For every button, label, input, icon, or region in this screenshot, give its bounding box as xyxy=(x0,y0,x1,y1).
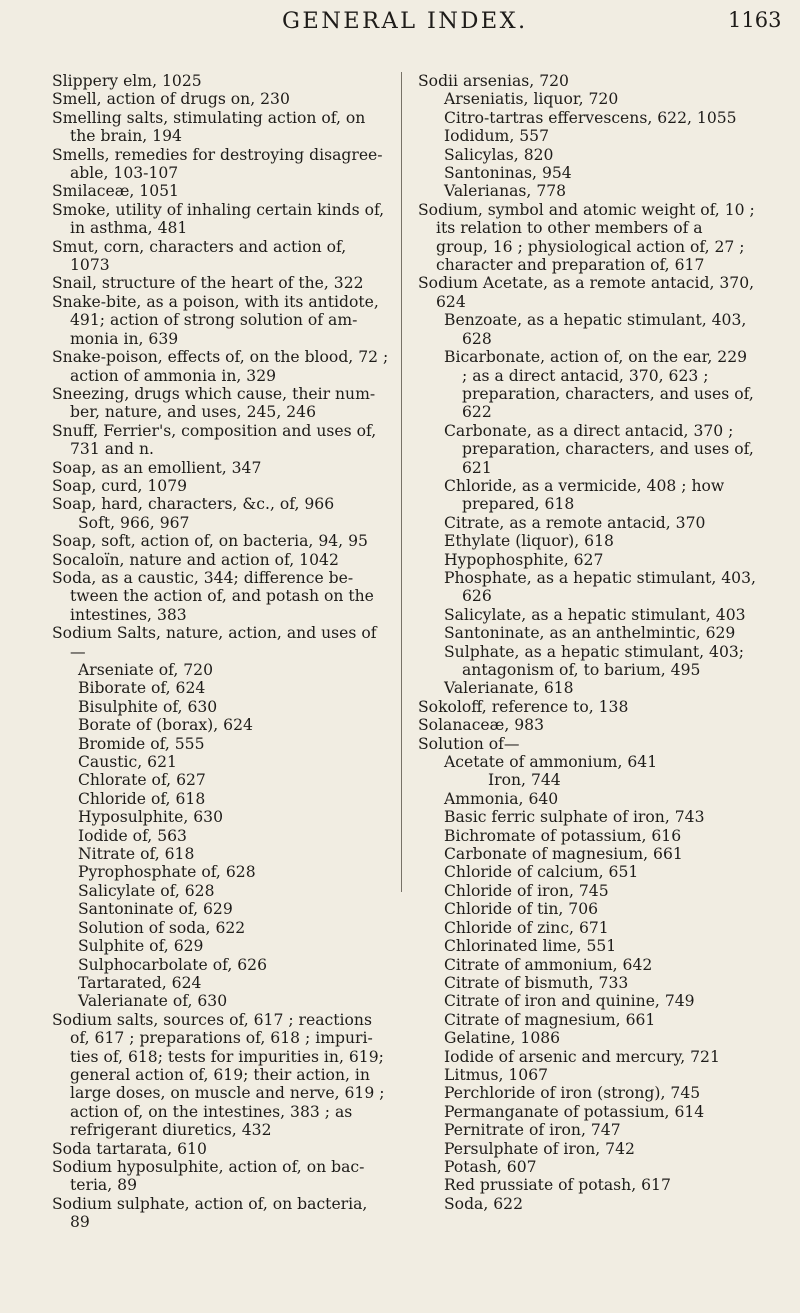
index-entry: Snuff, Ferrier's, composition and uses of, 731 and n. xyxy=(52,421,377,459)
index-subentry: Salicylas, 820 xyxy=(444,145,554,164)
index-entry: Sneezing, drugs which cause, their num-ber, nature, and uses, 245, 246 xyxy=(52,384,376,422)
index-subentry: Sulphite of, 629 xyxy=(78,937,204,956)
index-column-right xyxy=(418,72,756,1213)
index-entry: Sokoloff, reference to, 138 xyxy=(418,697,629,716)
index-entry: Sodium salts, sources of, 617 ; reactions of, 617 ; preparations of, 618 ; impuri-ties of, 618; tests for impurities in, 619; general action of, 619; their action, in large doses, on muscle and nerve, 619 ; action of, on the intestines, 383 ; as refrigerant diuretics, 432 xyxy=(52,1010,385,1140)
index-subentry: Soft, 966, 967 xyxy=(78,513,190,532)
index-subentry: Iron, 744 xyxy=(488,771,561,790)
page-header xyxy=(0,6,800,54)
index-subentry: Acetate of ammonium, 641 xyxy=(444,753,658,772)
index-subentry: Pyrophosphate of, 628 xyxy=(78,863,256,882)
index-entry: Solanaceæ, 983 xyxy=(418,716,544,735)
index-entry: Sodium hyposulphite, action of, on bac-teria, 89 xyxy=(52,1157,365,1195)
index-subentry: Santoninate of, 629 xyxy=(78,900,233,919)
index-entry: Slippery elm, 1025 xyxy=(52,72,202,90)
index-entry: Soap, hard, characters, &c., of, 966 xyxy=(52,495,335,514)
index-entry: Soap, soft, action of, on bacteria, 94, 95 xyxy=(52,532,368,551)
index-subentry: Citrate of magnesium, 661 xyxy=(444,1010,656,1029)
index-subentry: Arseniatis, liquor, 720 xyxy=(444,90,619,109)
index-subentry: Potash, 607 xyxy=(444,1157,537,1176)
index-subentry: Soda, 622 xyxy=(444,1194,524,1213)
index-subentry: Sulphate, as a hepatic stimulant, 403; antagonism of, to barium, 495 xyxy=(444,642,745,679)
index-subentry: Basic ferric sulphate of iron, 743 xyxy=(444,808,705,827)
index-subentry: Citrate of iron and quinine, 749 xyxy=(444,992,695,1011)
index-entry: Smut, corn, characters and action of, 1073 xyxy=(52,237,347,275)
index-entry: Smelling salts, stimulating action of, on the brain, 194 xyxy=(52,108,366,146)
index-entry: Smoke, utility of inhaling certain kinds of, in asthma, 481 xyxy=(52,200,385,238)
index-entry: Sodium Acetate, as a remote antacid, 370, 624 xyxy=(418,274,755,311)
index-subentry: Ammonia, 640 xyxy=(444,789,559,808)
page-number: 1163 xyxy=(728,8,782,32)
index-subentry: Citro-tartras effervescens, 622, 1055 xyxy=(444,108,737,127)
index-subentry: Ethylate (liquor), 618 xyxy=(444,532,614,551)
index-entry: Smells, remedies for destroying disagree-able, 103-107 xyxy=(52,145,383,183)
index-subentry: Bichromate of potassium, 616 xyxy=(444,826,682,845)
index-subentry: Chloride of tin, 706 xyxy=(444,900,599,919)
index-entry: Smell, action of drugs on, 230 xyxy=(52,90,290,109)
index-subentry: Carbonate of magnesium, 661 xyxy=(444,845,683,864)
index-column-left xyxy=(52,72,390,1232)
index-subentry: Citrate of bismuth, 733 xyxy=(444,973,629,992)
index-subentry: Tartarated, 624 xyxy=(78,973,202,992)
index-entry: Sodii arsenias, 720 xyxy=(418,72,569,90)
index-entry: Sodium, symbol and atomic weight of, 10 ; its relation to other members of a group, 16 ; physiological action of, 27 ; character and preparation of, 617 xyxy=(418,200,755,275)
index-subentry: Permanganate of potassium, 614 xyxy=(444,1102,705,1121)
index-subentry: Gelatine, 1086 xyxy=(444,1029,561,1048)
index-entry: Soda, as a caustic, 344; difference be-tween the action of, and potash on the intestines, 383 xyxy=(52,568,374,624)
index-subentry: Nitrate of, 618 xyxy=(78,845,195,864)
index-subentry: Solution of soda, 622 xyxy=(78,918,246,937)
index-subentry: Arseniate of, 720 xyxy=(78,661,214,679)
index-subentry: Sulphocarbolate of, 626 xyxy=(78,955,267,974)
index-subentry: Chloride of zinc, 671 xyxy=(444,918,609,937)
index-subentry: Carbonate, as a direct antacid, 370 ; preparation, characters, and uses of, 621 xyxy=(444,421,754,477)
index-entry: Soda tartarata, 610 xyxy=(52,1139,207,1158)
index-entry: Sodium sulphate, action of, on bacteria, 89 xyxy=(52,1194,368,1232)
index-subentry: Salicylate of, 628 xyxy=(78,881,215,900)
index-subentry: Bisulphite of, 630 xyxy=(78,697,218,716)
index-entry: Smilaceæ, 1051 xyxy=(52,182,179,201)
index-subentry: Iodide of arsenic and mercury, 721 xyxy=(444,1047,720,1066)
index-subentry: Chloride of calcium, 651 xyxy=(444,863,639,882)
index-subentry: Persulphate of iron, 742 xyxy=(444,1139,635,1158)
column-divider xyxy=(401,72,402,892)
index-subentry: Salicylate, as a hepatic stimulant, 403 xyxy=(444,605,746,624)
index-entry: Snake-poison, effects of, on the blood, 72 ; action of ammonia in, 329 xyxy=(52,348,389,385)
index-subentry: Chloride, as a vermicide, 408 ; how prepared, 618 xyxy=(444,476,725,514)
index-subentry: Chlorate of, 627 xyxy=(78,771,206,790)
index-entry: Sodium Salts, nature, action, and uses of— xyxy=(52,624,377,661)
index-subentry: Litmus, 1067 xyxy=(444,1065,549,1084)
index-subentry: Citrate, as a remote antacid, 370 xyxy=(444,513,706,532)
index-subentry: Hyposulphite, 630 xyxy=(78,808,223,827)
index-subentry: Caustic, 621 xyxy=(78,753,177,772)
index-subentry: Chloride of, 618 xyxy=(78,789,206,808)
index-subentry: Citrate of ammonium, 642 xyxy=(444,955,653,974)
index-subentry: Pernitrate of iron, 747 xyxy=(444,1121,621,1140)
index-entry: Snail, structure of the heart of the, 322 xyxy=(52,274,364,293)
index-subentry: Benzoate, as a hepatic stimulant, 403, 628 xyxy=(444,311,747,348)
index-subentry: Red prussiate of potash, 617 xyxy=(444,1176,671,1195)
index-entry: Socaloïn, nature and action of, 1042 xyxy=(52,550,339,569)
index-subentry: Iodide of, 563 xyxy=(78,826,187,845)
index-entry: Soap, curd, 1079 xyxy=(52,476,188,495)
index-subentry: Santoninate, as an anthelmintic, 629 xyxy=(444,624,736,643)
index-subentry: Chloride of iron, 745 xyxy=(444,881,609,900)
index-subentry: Chlorinated lime, 551 xyxy=(444,937,617,956)
index-subentry: Hypophosphite, 627 xyxy=(444,550,604,569)
index-subentry: Valerianas, 778 xyxy=(444,182,567,201)
running-title: GENERAL INDEX. xyxy=(282,8,528,34)
index-subentry: Iodidum, 557 xyxy=(444,127,550,146)
index-entry: Soap, as an emollient, 347 xyxy=(52,458,262,477)
index-entry: Solution of— xyxy=(418,734,520,753)
index-entry: Snake-bite, as a poison, with its antidote, 491; action of strong solution of am-monia in, 639 xyxy=(52,292,379,348)
index-subentry: Valerianate of, 630 xyxy=(78,992,228,1011)
index-subentry: Perchloride of iron (strong), 745 xyxy=(444,1084,701,1103)
index-subentry: Bromide of, 555 xyxy=(78,734,205,753)
index-subentry: Borate of (borax), 624 xyxy=(78,716,253,735)
index-subentry: Bicarbonate, action of, on the ear, 229 ; as a direct antacid, 370, 623 ; preparation, characters, and uses of, 622 xyxy=(444,348,754,422)
index-subentry: Valerianate, 618 xyxy=(444,679,574,698)
index-subentry: Phosphate, as a hepatic stimulant, 403, 626 xyxy=(444,568,756,606)
index-subentry: Santoninas, 954 xyxy=(444,164,572,183)
index-subentry: Biborate of, 624 xyxy=(78,679,206,698)
